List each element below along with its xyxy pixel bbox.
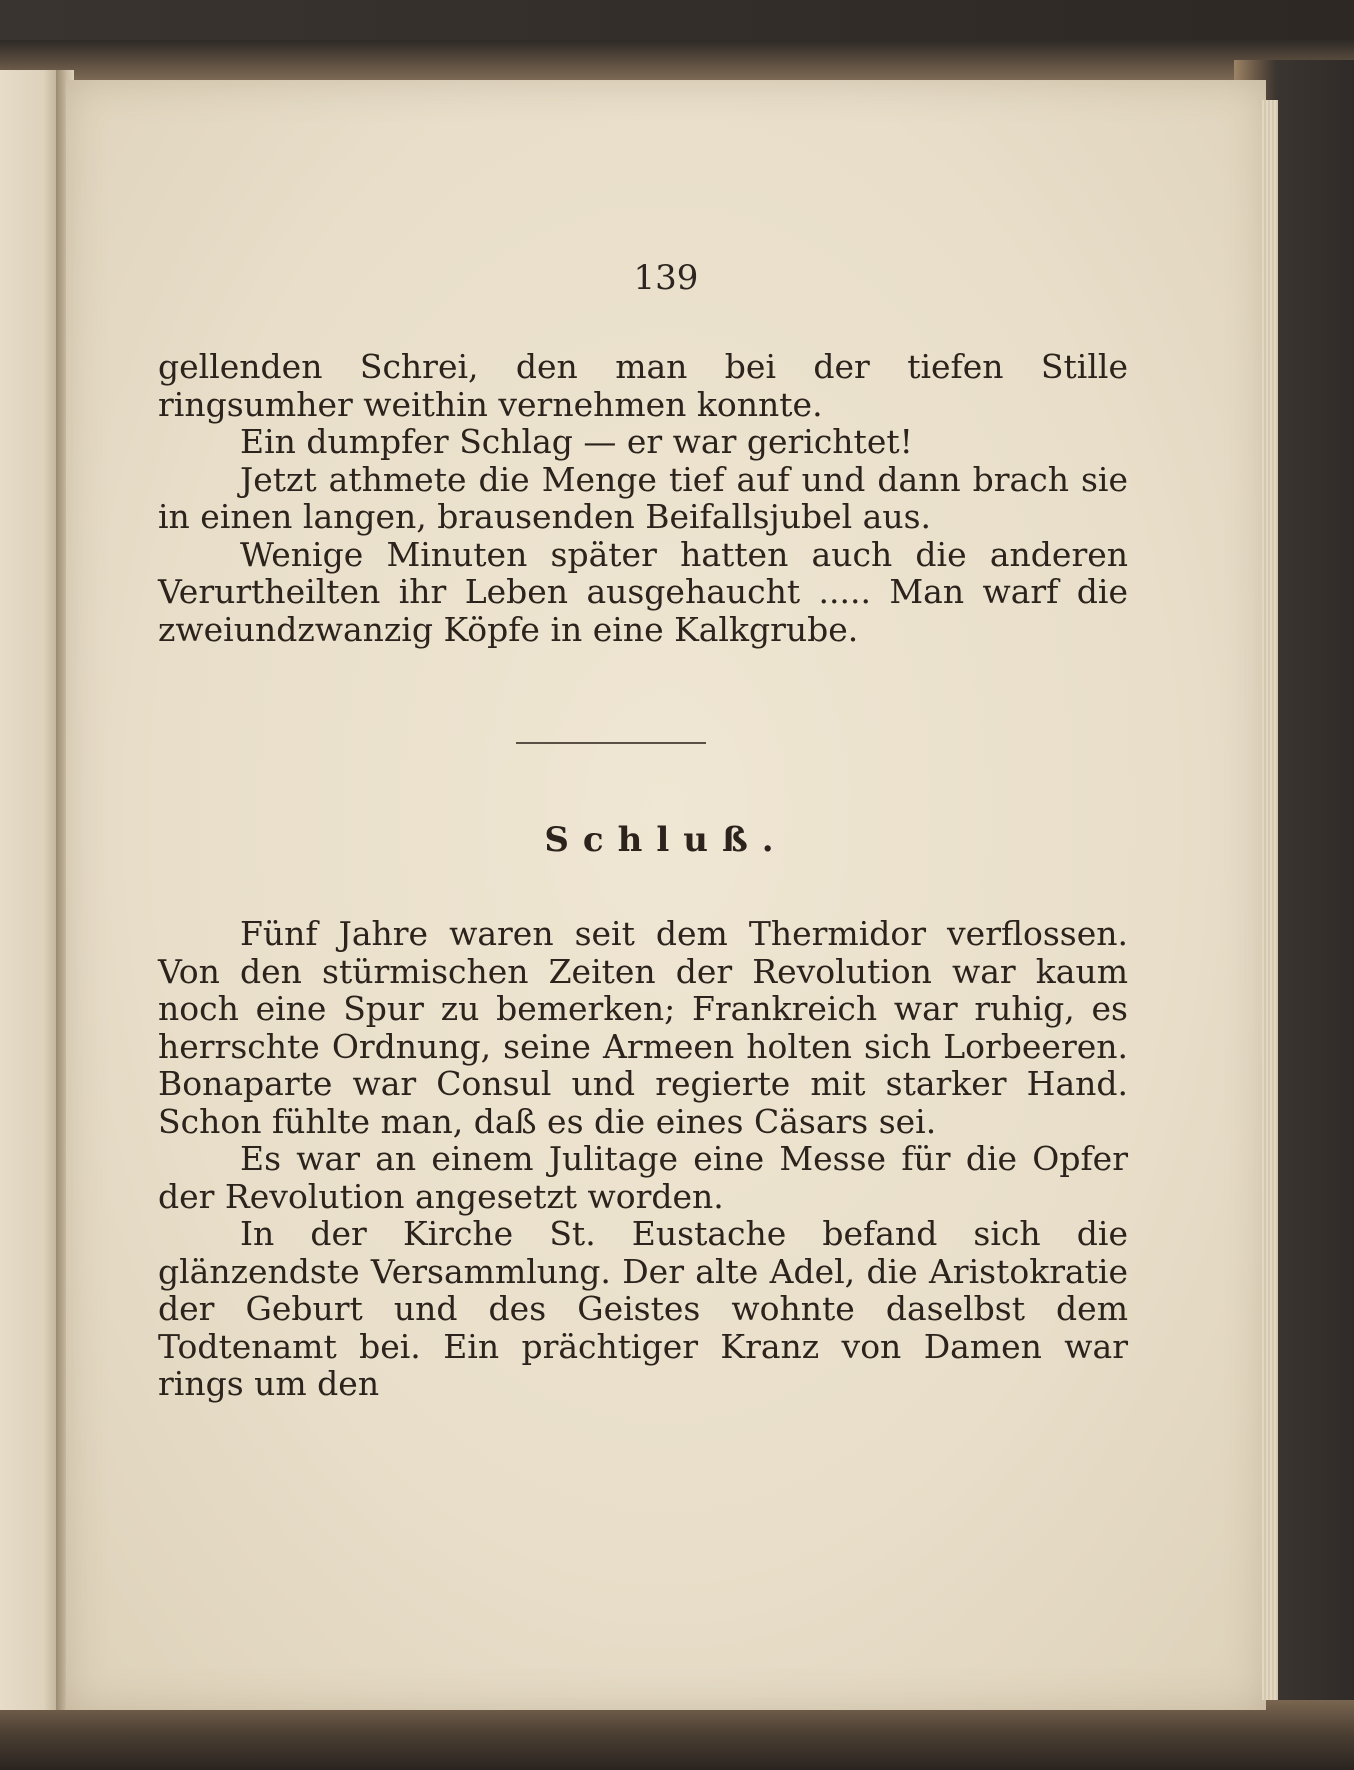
top-text-block [158, 348, 1128, 648]
left-facing-page [0, 70, 64, 1710]
paragraph: Es war an einem Julitage eine Messe für die Opfer der Revolution angesetzt worden. [158, 1139, 1128, 1216]
section-divider [516, 742, 706, 744]
paragraph: Wenige Minuten später hatten auch die anderen Verurtheilten ihr Leben ausgehaucht ..... Man warf die zweiundzwanzig Köpfe in eine Kalkgrube. [158, 534, 1128, 649]
paragraph: In der Kirche St. Eustache befand sich die glänzendste Versammlung. Der alte Adel, die Aristokratie der Geburt und des Geistes wohnte daselbst dem Todtenamt bei. Ein prächtiger Kranz von Damen war rings um den [158, 1214, 1128, 1403]
paragraph: Fünf Jahre waren seit dem Thermidor verflossen. Von den stürmischen Zeiten der Revolution war kaum noch eine Spur zu bemerken; Frankreich war ruhig, es herrschte Ordnung, seine Armeen holten sich Lorbeeren. Bonaparte war Consul und regierte mit starker Hand. Schon fühlte man, daß es die eines Cäsars sei. [158, 914, 1128, 1141]
book-cover-bottom-edge [0, 1700, 1354, 1770]
page-number: 139 [633, 258, 699, 298]
paragraph: Jetzt athmete die Menge tief auf und dann brach sie in einen langen, brausenden Beifallsjubel aus. [158, 459, 1128, 536]
page-stack-edge [1262, 100, 1278, 1700]
paragraph: gellenden Schrei, den man bei der tiefen Stille ringsumher weithin vernehmen konnte. [158, 347, 1128, 424]
paragraph: Ein dumpfer Schlag — er war gerichtet! [240, 422, 913, 461]
bottom-text-block [158, 915, 1128, 1403]
book-page [66, 80, 1266, 1710]
section-heading: Schluß. [544, 820, 788, 860]
